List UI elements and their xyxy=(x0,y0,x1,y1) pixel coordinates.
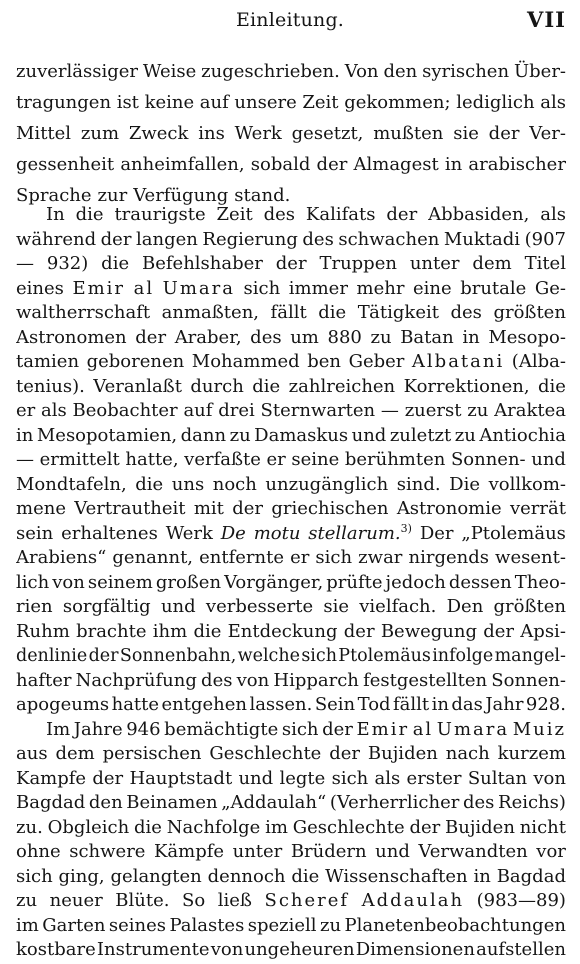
text-line: eines Emir al Umara sich immer mehr eine brutale Ge- xyxy=(16,277,566,299)
text-line: rien sorgfältig und verbesserte sie vielfach. Den größten xyxy=(16,596,566,617)
text-line: Bagdad den Beinamen „Addaulah“ (Verherrlicher des Reichs) xyxy=(16,792,566,813)
text-line: sein erhaltenes Werk De motu stellarum.$^{3)}$ Der „Ptolemäus xyxy=(16,521,566,544)
text-line: tamien geborenen Mohammed ben Geber Albatani (Alba- xyxy=(16,351,566,372)
text-line: Mittel zum Zweck ins Werk gesetzt, mußten sie der Ver- xyxy=(16,123,566,144)
text-line: In die traurigste Zeit des Kalifats der Abbasiden, als xyxy=(46,204,566,225)
text-line: mene Vertrautheit mit der griechischen Astronomie verrät xyxy=(16,498,566,519)
text-line: Sprache zur Verfügung stand. xyxy=(16,185,291,206)
text-line: zu neuer Blüte. So ließ Scheref Addaulah (983—89) xyxy=(16,890,566,911)
text-line: Kampfe der Hauptstadt und legte sich als erster Sultan von xyxy=(16,767,566,789)
text-line: aus dem persischen Geschlechte der Bujiden nach kurzem xyxy=(16,743,566,764)
text-line: zu. Obgleich die Nachfolge im Geschlechte der Bujiden nicht xyxy=(16,816,566,838)
text-line: denlinie der Sonnenbahn, welche sich Ptolemäus infolge mangel- xyxy=(16,646,566,666)
text-line: ohne schwere Kämpfe unter Brüdern und Verwandten vor xyxy=(16,841,566,862)
text-line: lich von seinem großen Vorgänger, prüfte jedoch dessen Theo- xyxy=(16,571,566,593)
text-line: er als Beobachter auf drei Sternwarten — zuerst zu Araktea xyxy=(16,400,566,421)
text-line: kostbare Instrumente von ungeheuren Dimensionen aufstellen xyxy=(16,939,566,960)
text-line: Arabiens“ genannt, entfernte er sich zwar nirgends wesent- xyxy=(16,547,566,568)
running-header xyxy=(0,6,580,36)
text-line: im Garten seines Palastes speziell zu Planetenbeobachtungen xyxy=(16,914,566,936)
text-line: während der langen Regierung des schwachen Muktadi (907 xyxy=(16,228,566,250)
text-line: — ermittelt hatte, verfaßte er seine berühmten Sonnen- und xyxy=(16,449,566,470)
chapter-title: Einleitung. xyxy=(235,9,345,31)
text-line: waltherrschaft anmaßten, fällt die Tätigkeit des größten xyxy=(16,302,566,323)
text-line: Astronomen der Araber, des um 880 zu Batan in Mesopo- xyxy=(16,326,566,348)
text-line: Im Jahre 946 bemächtigte sich der Emir al Umara Muiz xyxy=(46,718,566,740)
text-line: Mondtafeln, die uns noch unzugänglich sind. Die vollkom- xyxy=(16,473,566,495)
text-line: Ruhm brachte ihm die Entdeckung der Bewegung der Apsi- xyxy=(16,620,566,642)
page-number: VII xyxy=(527,7,566,32)
text-line: tenius). Veranlaßt durch die zahlreichen Korrektionen, die xyxy=(16,375,566,397)
text-line: tragungen ist keine auf unsere Zeit gekommen; lediglich als xyxy=(16,92,566,113)
text-line: zuverlässiger Weise zugeschrieben. Von den syrischen Über- xyxy=(16,61,566,82)
text-line: gessenheit anheimfallen, sobald der Almagest in arabischer xyxy=(16,154,566,175)
text-line: — 932) die Befehlshaber der Truppen unter dem Titel xyxy=(16,253,566,274)
text-line: in Mesopotamien, dann zu Damaskus und zuletzt zu Antiochia xyxy=(16,424,566,446)
text-line: sich ging, gelangten dennoch die Wissenschaften in Bagdad xyxy=(16,865,566,887)
text-line: apogeums hatte entgehen lassen. Sein Tod fällt in das Jahr 928. xyxy=(16,694,566,715)
text-line: hafter Nachprüfung des von Hipparch festgestellten Sonnen- xyxy=(16,669,566,691)
